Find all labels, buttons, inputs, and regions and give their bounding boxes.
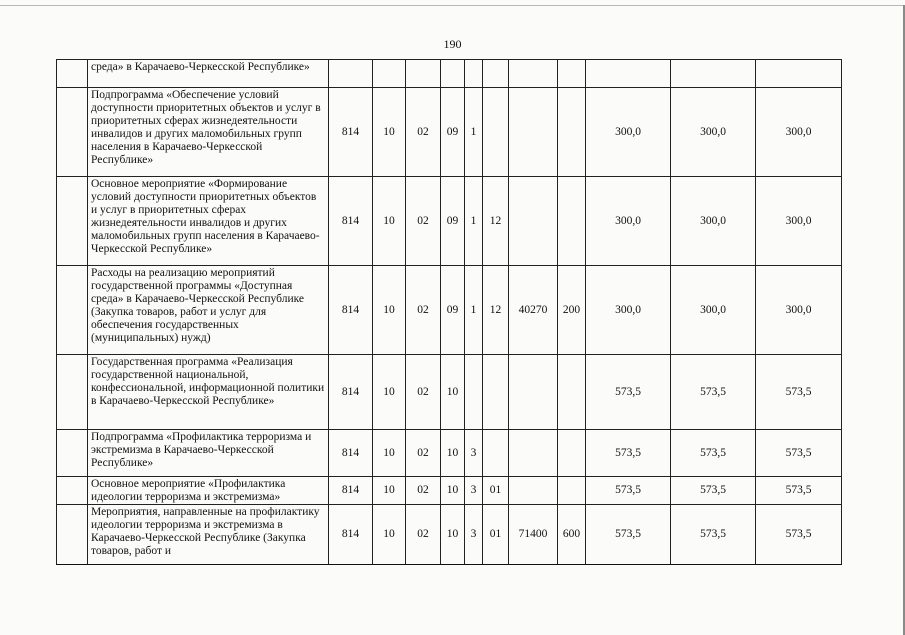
cell-direction: 71400 [509, 505, 558, 565]
table-row [57, 505, 842, 565]
cell-amount-year-1 [586, 60, 671, 88]
cell-ministry: 814 [329, 266, 373, 355]
cell-ministry [329, 60, 373, 88]
cell-amount-year-3: 573,5 [756, 505, 842, 565]
cell-expense-type: 200 [558, 266, 586, 355]
page-number: 190 [443, 37, 462, 51]
cell-event: 12 [483, 266, 509, 355]
cell-amount-year-2 [671, 60, 756, 88]
cell-amount-year-1: 573,5 [586, 430, 671, 477]
cell-name: Расходы на реализацию мероприятий государственной программы «Доступная среда» в Карачаево-Черкесской Республике (Закупка товаров, работ и услуг для обеспечения государственных (муниципальных) нужд) [88, 266, 329, 355]
cell-amount-year-1: 300,0 [586, 266, 671, 355]
cell-subprogram: 3 [465, 477, 483, 505]
cell-ministry: 814 [329, 88, 373, 177]
cell-amount-year-1: 300,0 [586, 177, 671, 266]
cell-direction [509, 60, 558, 88]
cell-amount-year-1: 573,5 [586, 505, 671, 565]
cell-ministry: 814 [329, 430, 373, 477]
cell-blank [57, 355, 88, 430]
cell-event: 01 [483, 505, 509, 565]
table-row [57, 177, 842, 266]
cell-section: 10 [373, 477, 406, 505]
cell-event: 01 [483, 477, 509, 505]
cell-expense-type [558, 477, 586, 505]
budget-table [56, 59, 842, 565]
cell-amount-year-2: 300,0 [671, 88, 756, 177]
cell-expense-type [558, 430, 586, 477]
cell-section: 10 [373, 88, 406, 177]
cell-name: Подпрограмма «Профилактика терроризма и экстремизма в Карачаево-Черкесской Республике» [88, 430, 329, 477]
cell-section: 10 [373, 266, 406, 355]
cell-amount-year-3: 300,0 [756, 88, 842, 177]
cell-amount-year-3: 573,5 [756, 430, 842, 477]
cell-name: Основное мероприятие «Профилактика идеологии терроризма и экстремизма» [88, 477, 329, 505]
cell-subsection: 02 [406, 430, 441, 477]
cell-amount-year-1: 300,0 [586, 88, 671, 177]
cell-expense-type: 600 [558, 505, 586, 565]
cell-program: 09 [441, 177, 465, 266]
cell-ministry: 814 [329, 177, 373, 266]
cell-blank [57, 177, 88, 266]
cell-subsection: 02 [406, 177, 441, 266]
cell-amount-year-3: 573,5 [756, 477, 842, 505]
cell-subsection [406, 60, 441, 88]
table-row [57, 477, 842, 505]
cell-blank [57, 266, 88, 355]
cell-blank [57, 88, 88, 177]
cell-amount-year-1: 573,5 [586, 355, 671, 430]
cell-amount-year-2: 573,5 [671, 430, 756, 477]
cell-direction [509, 477, 558, 505]
cell-program [441, 60, 465, 88]
cell-blank [57, 505, 88, 565]
cell-blank [57, 477, 88, 505]
cell-name: Основное мероприятие «Формирование условий доступности приоритетных объектов и услуг в приоритетных сферах жизнедеятельности инвалидов и других маломобильных групп населения в Карачаево-Черкесской Республике» [88, 177, 329, 266]
cell-section: 10 [373, 355, 406, 430]
cell-event [483, 88, 509, 177]
cell-subsection: 02 [406, 505, 441, 565]
cell-expense-type [558, 177, 586, 266]
cell-amount-year-3: 573,5 [756, 355, 842, 430]
cell-amount-year-3: 300,0 [756, 177, 842, 266]
cell-name: Государственная программа «Реализация государственной национальной, конфессиональной, информационной политики в Карачаево-Черкесской Республике» [88, 355, 329, 430]
cell-blank [57, 60, 88, 88]
table-row [57, 60, 842, 88]
cell-amount-year-2: 573,5 [671, 505, 756, 565]
cell-subprogram: 3 [465, 430, 483, 477]
cell-direction: 40270 [509, 266, 558, 355]
cell-event [483, 430, 509, 477]
table-row [57, 266, 842, 355]
cell-expense-type [558, 60, 586, 88]
cell-subprogram: 3 [465, 505, 483, 565]
cell-subsection: 02 [406, 355, 441, 430]
cell-section: 10 [373, 505, 406, 565]
cell-section: 10 [373, 177, 406, 266]
table-row [57, 88, 842, 177]
cell-amount-year-1: 573,5 [586, 477, 671, 505]
cell-subsection: 02 [406, 88, 441, 177]
cell-name: среда» в Карачаево-Черкесской Республике» [88, 60, 329, 88]
cell-program: 09 [441, 266, 465, 355]
cell-program: 10 [441, 505, 465, 565]
cell-program: 10 [441, 355, 465, 430]
cell-direction [509, 430, 558, 477]
cell-amount-year-2: 300,0 [671, 266, 756, 355]
cell-subprogram [465, 60, 483, 88]
table-row [57, 430, 842, 477]
cell-program: 10 [441, 477, 465, 505]
cell-section: 10 [373, 430, 406, 477]
cell-amount-year-2: 573,5 [671, 477, 756, 505]
cell-program: 09 [441, 88, 465, 177]
cell-expense-type [558, 88, 586, 177]
cell-amount-year-2: 573,5 [671, 355, 756, 430]
cell-blank [57, 430, 88, 477]
table-row [57, 355, 842, 430]
cell-name: Подпрограмма «Обеспечение условий доступности приоритетных объектов и услуг в приоритетных сферах жизнедеятельности инвалидов и других маломобильных групп населения в Карачаево-Черкесской Республике» [88, 88, 329, 177]
cell-ministry: 814 [329, 505, 373, 565]
cell-subsection: 02 [406, 266, 441, 355]
cell-direction [509, 355, 558, 430]
cell-event [483, 355, 509, 430]
cell-section [373, 60, 406, 88]
cell-subprogram: 1 [465, 88, 483, 177]
cell-name: Мероприятия, направленные на профилактику идеологии терроризма и экстремизма в Карачаево-Черкесской Республике (Закупка товаров, работ и [88, 505, 329, 565]
cell-subsection: 02 [406, 477, 441, 505]
cell-amount-year-3: 300,0 [756, 266, 842, 355]
cell-subprogram: 1 [465, 177, 483, 266]
cell-amount-year-2: 300,0 [671, 177, 756, 266]
cell-program: 10 [441, 430, 465, 477]
cell-ministry: 814 [329, 355, 373, 430]
cell-subprogram: 1 [465, 266, 483, 355]
cell-subprogram [465, 355, 483, 430]
cell-direction [509, 88, 558, 177]
cell-direction [509, 177, 558, 266]
cell-amount-year-3 [756, 60, 842, 88]
cell-event: 12 [483, 177, 509, 266]
cell-ministry: 814 [329, 477, 373, 505]
budget-table-body [57, 60, 842, 565]
scan-edge-top [0, 5, 905, 6]
cell-event [483, 60, 509, 88]
cell-expense-type [558, 355, 586, 430]
